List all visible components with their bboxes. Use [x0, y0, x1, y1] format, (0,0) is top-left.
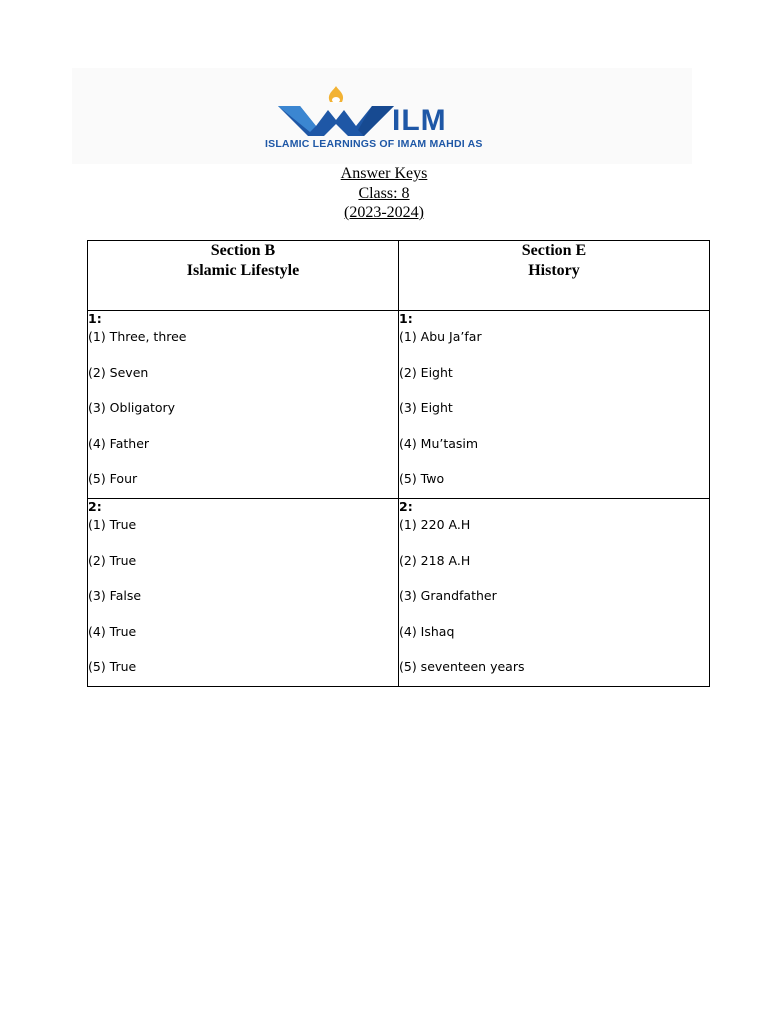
answer-item: (4) Mu’tasim [399, 435, 479, 451]
question-number: 2: [399, 499, 413, 514]
answer-item: (3) Obligatory [88, 400, 176, 415]
answer-item: (2) Seven [88, 364, 149, 380]
question-number: 2: [88, 499, 102, 514]
answer-cell [88, 311, 399, 499]
class-label: Class: 8 [358, 185, 410, 202]
question-number: 1: [399, 311, 413, 326]
answer-item: (4) Father [88, 435, 150, 451]
answer-cell [88, 499, 399, 687]
answer-item: (3) Eight [399, 400, 453, 415]
answer-item: (1) Abu Ja’far [399, 329, 482, 344]
answer-item: (1) True [88, 517, 137, 532]
column-header-subtitle: History [528, 262, 580, 279]
question-number: 1: [88, 311, 102, 326]
answer-item: (5) Two [399, 471, 445, 486]
answer-item: (1) 220 A.H [399, 517, 471, 532]
table-row [88, 499, 710, 687]
answer-item: (3) Grandfather [399, 588, 497, 603]
column-header-section-b [88, 241, 399, 311]
answer-item: (4) True [88, 623, 137, 639]
logo-wordmark: ILM [392, 104, 447, 137]
logo-tagline: ISLAMIC LEARNINGS OF IMAM MAHDI AS [265, 138, 483, 150]
answer-item: (1) Three, three [88, 329, 187, 344]
column-header-title: Section B [210, 242, 276, 259]
column-header-title: Section E [521, 242, 587, 259]
table-row [88, 311, 710, 499]
column-header-section-e [399, 241, 710, 311]
answer-item: (5) Four [88, 471, 138, 486]
answer-cell [399, 499, 710, 687]
answer-item: (2) Eight [399, 364, 453, 380]
page-title: Answer Keys [340, 165, 428, 182]
answer-item: (4) Ishaq [399, 623, 455, 639]
answer-item: (5) seventeen years [399, 659, 525, 674]
table-header-row [88, 241, 710, 311]
answer-item: (2) True [88, 552, 137, 568]
answer-key-table [87, 240, 710, 687]
answer-item: (3) False [88, 588, 142, 603]
answer-cell [399, 311, 710, 499]
answer-item: (2) 218 A.H [399, 552, 471, 568]
academic-year: (2023-2024) [344, 204, 424, 221]
ilm-logo-icon [276, 86, 396, 138]
column-header-subtitle: Islamic Lifestyle [186, 262, 300, 279]
answer-item: (5) True [88, 659, 137, 674]
